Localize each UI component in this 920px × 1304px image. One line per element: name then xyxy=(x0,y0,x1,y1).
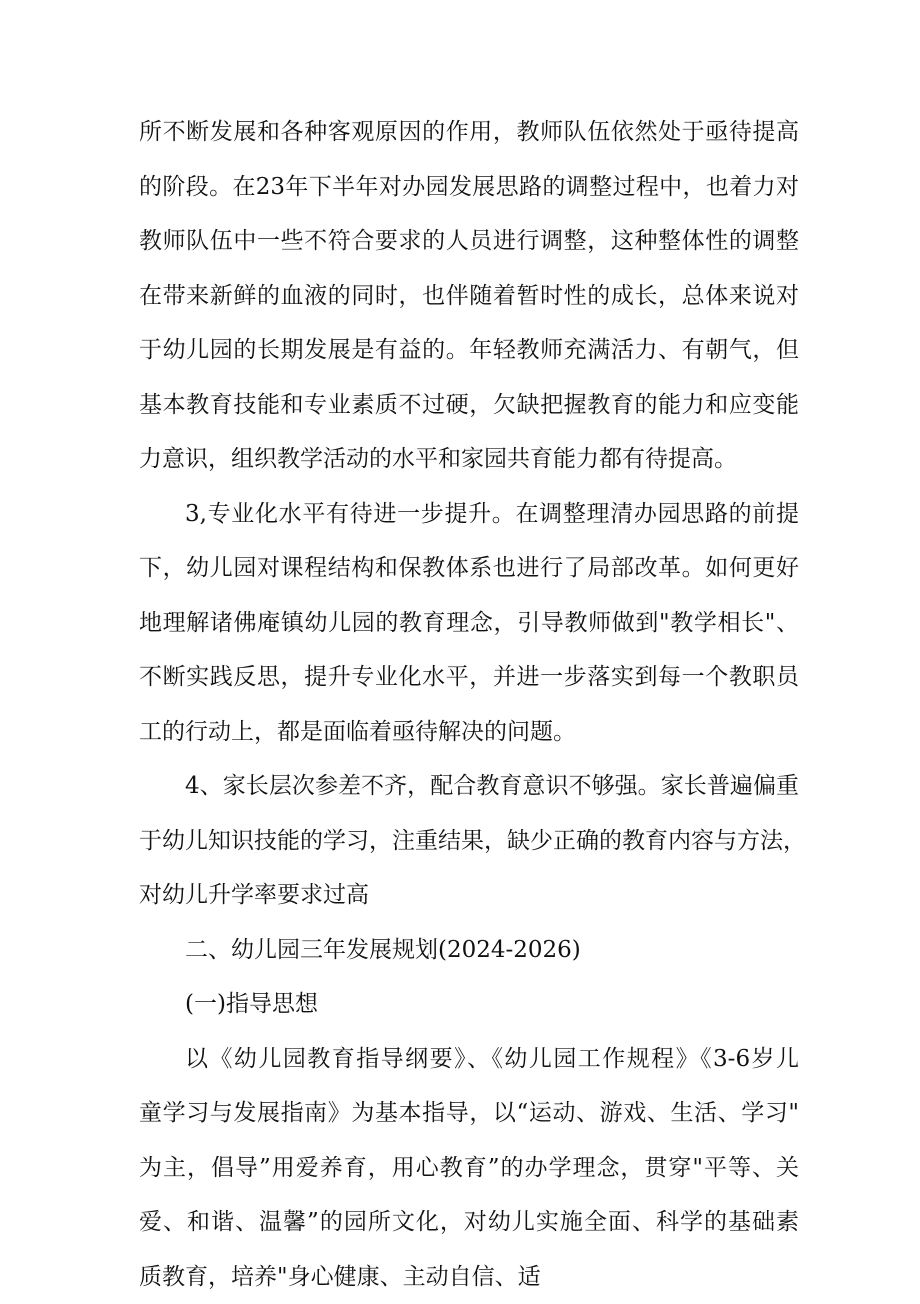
text-line: 于幼儿园的长期发展是有益的。年轻教师充满活力、有朝气，但 xyxy=(139,323,799,378)
text-line: 下，幼儿园对课程结构和保教体系也进行了局部改革。如何更好 xyxy=(139,541,799,596)
text-line: 4、家长层次参差不齐，配合教育意识不够强。家长普遍偏重 xyxy=(139,759,799,814)
text-line: 教师队伍中一些不符合要求的人员进行调整，这种整体性的调整 xyxy=(139,214,799,269)
text-line: 3,专业化水平有待进一步提升。在调整理清办园思路的前提 xyxy=(139,487,799,542)
text-line: 工的行动上，都是面临着亟待解决的问题。 xyxy=(139,705,799,760)
body-text xyxy=(139,105,799,1304)
text-line: 力意识，组织教学活动的水平和家园共育能力都有待提高。 xyxy=(139,432,799,487)
text-line: 于幼儿知识技能的学习，注重结果，缺少正确的教育内容与方法， xyxy=(139,814,799,869)
text-line: 对幼儿升学率要求过高 xyxy=(139,868,799,923)
text-line: 基本教育技能和专业素质不过硬，欠缺把握教育的能力和应变能 xyxy=(139,378,799,433)
text-line: 的阶段。在23年下半年对办园发展思路的调整过程中，也着力对 xyxy=(139,160,799,215)
text-line: 为主，倡导”用爱养育，用心教育”的办学理念，贯穿"平等、关 xyxy=(139,1141,799,1196)
text-line: (一)指导思想 xyxy=(139,977,799,1032)
text-line: 二、幼儿园三年发展规划(2024-2026) xyxy=(139,923,799,978)
text-line: 不断实践反思，提升专业化水平，并进一步落实到每一个教职员 xyxy=(139,650,799,705)
text-line: 所不断发展和各种客观原因的作用，教师队伍依然处于亟待提高 xyxy=(139,105,799,160)
text-line: 地理解诸佛庵镇幼儿园的教育理念，引导教师做到"教学相长"、 xyxy=(139,596,799,651)
text-line: 质教育，培养"身心健康、主动自信、适 xyxy=(139,1250,799,1304)
text-line: 童学习与发展指南》为基本指导，以“运动、游戏、生活、学习" xyxy=(139,1086,799,1141)
text-line: 在带来新鲜的血液的同时，也伴随着暂时性的成长，总体来说对 xyxy=(139,269,799,324)
text-line: 爱、和谐、温馨”的园所文化，对幼儿实施全面、科学的基础素 xyxy=(139,1195,799,1250)
text-line: 以《幼儿园教育指导纲要》、《幼儿园工作规程》《3-6岁儿 xyxy=(139,1032,799,1087)
